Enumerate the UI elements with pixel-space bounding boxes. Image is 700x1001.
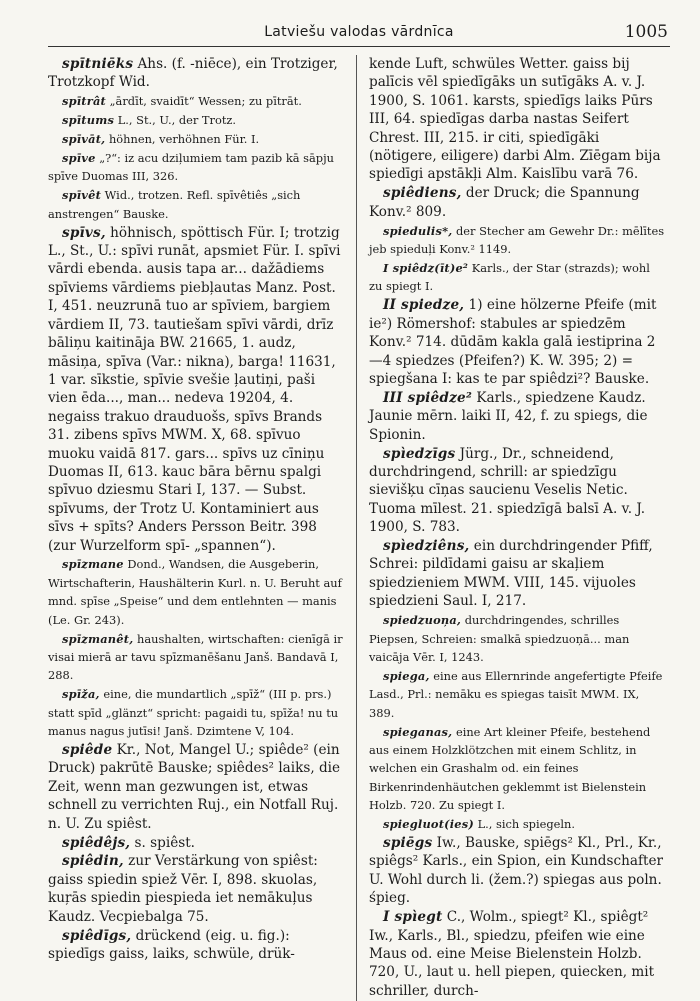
entry-text: höhnen, verhöhnen Für. I. <box>105 132 260 147</box>
entry-headword: spiêdin, <box>62 853 124 870</box>
entry-headword: II spiedze, <box>383 297 465 314</box>
entry-text: kende Luft, schwüles Wetter. gaiss bij palīcis vēl spiedīgāks un sutīgāks A. v. J. 1900, S. 1061. karsts, spiedīgs laiks Pūrs III, 64. spiedīgas darba nastas Seifert Chrest. III, 215. ir citi, spiedīgāki (nötigere, eiligere) darbi Alm. Zīēgam bija spiedīgi apstākļi Alm. Kaislību varā 76. <box>369 56 661 183</box>
dictionary-entry <box>48 186 344 223</box>
page-title: Latviešu valodas vārdnīca <box>264 24 454 40</box>
entry-text: haushalten, wirtschaften: cienīgā ir visai mierā ar tavu spīzmanēšanu Janš. Bandavā I, 288. <box>48 631 343 683</box>
page-number: 1005 <box>624 22 668 42</box>
entry-text: Dond., Wandsen, die Ausgeberin, Wirtschafterin, Haushälterin Kurl. n. U. Beruht auf mnd. spīse „Speise“ und dem entlehnten — manis (Le. Gr. 243). <box>48 557 342 627</box>
entry-headword: spiegluot(ies) <box>383 817 474 832</box>
dictionary-entry <box>369 834 665 908</box>
entry-text: eine Art kleiner Pfeife, bestehend aus einem Holzklötzchen mit einem Schlitz, in welchen ein Grashalm od. ein feines Birkenrindenhäutchen geklemmt ist Bielenstein Holzb. 720. Zu spiegt I. <box>369 724 651 813</box>
dictionary-entry <box>48 55 344 92</box>
entry-text: L., sich spiegeln. <box>473 817 575 832</box>
dictionary-entry <box>369 55 665 184</box>
entry-text: der Stecher am Gewehr Dr.: mēlītes jeb spieduļi Konv.² 1149. <box>369 223 665 257</box>
dictionary-entry <box>369 667 665 722</box>
page-header <box>48 20 670 47</box>
dictionary-entry <box>369 296 665 388</box>
dictionary-entry <box>369 611 665 666</box>
entry-text: Karls., spiedzene Kaudz. Jaunie mērn. laiki II, 42, f. zu spiegs, die Spionin. <box>369 389 648 443</box>
left-column <box>48 55 357 1001</box>
entry-text: C., Wolm., spiegt² Kl., spiêgt² Iw., Karls., Bl., spiedzu, pfeifen wie eine Maus od. eine Meise Bielenstein Holzb. 720, U., laut u. hell piepen, quiecken, mit schriller, durch- <box>369 909 655 999</box>
entry-text: der Druck; die Spannung Konv.² 809. <box>369 185 640 220</box>
entry-headword: spīža, <box>62 687 100 702</box>
dictionary-entry <box>48 130 344 148</box>
dictionary-entry <box>48 224 344 555</box>
entry-text: Wid., trotzen. Refl. spīvêtiês „sich anstrengen“ Bauske. <box>48 188 301 221</box>
entry-text: eine aus Ellernrinde angefertigte Pfeife Lasd., Prl.: nemāku es spiegas taisīt MWM. IX, 389. <box>369 668 663 720</box>
dictionary-entry <box>369 723 665 815</box>
entry-headword: spieganas, <box>383 724 453 739</box>
entry-text: Ahs. (f. -niēce), ein Trotziger, Trotzkopf Wid. <box>48 56 338 91</box>
entry-headword: spiêdiens, <box>383 185 462 202</box>
entry-headword: spīvêt <box>62 188 102 203</box>
dictionary-entry <box>48 630 344 685</box>
dictionary-entry <box>48 927 344 964</box>
entry-headword: spiêde <box>62 742 113 759</box>
dictionary-entry <box>369 259 665 296</box>
entry-text: durchdringendes, schrilles Piepsen, Schreien: smalkā spiedzuoņā... man vaicāja Vēr. I, 1243. <box>369 613 630 664</box>
dictionary-entry <box>369 445 665 537</box>
entry-text: 1) eine hölzerne Pfeife (mit ie²) Römershof: stabules ar spiedzēm Konv.² 714. dūdām kakla galā iestiprina 2—4 spiedzes (Pfeifen?) K. W. 395; 2) = spiegšana I: kas te par spiêdzi²? Bauske. <box>369 297 657 387</box>
entry-text: höhnisch, spöttisch Für. I; trotzig L., St., U.: spīvi runāt, apsmiet Für. I. spīvi vārdi ebenda. ausis tapa ar... dažādiems spīviems vārdiems piebļautas Manz. Post. I, 451. neuzrunā tuo ar spīviem, bargiem vārdiem II, 73. tautiešam spīvi vārdi, drīz bāliņu kaitināja BW. 21665, 1. audz, māsiņa, spīva (Var.: nikna), barga! 11631, 1 var. sīkstie, spīvie svešie ļautiņi, paši vien ēda..., man... nedeva 19204, 4. negaiss trakuo drauduošs, spīvs Brands 31. zibens spīvs MWM. X, 68. spīvuo muoku vaidā 817. gars... spīvs uz cīniņu Duomas II, 613. kauc bāra bērnu spalgi spīvuo dziesmu Stari I, 137. — Subst. spīvums, der Trotz U. Kontaminiert aus sīvs + spīts? Anders Persson Beitr. 398 (zur Wurzelform spī- „spannen“). <box>48 224 341 554</box>
entry-text: Jürg., Dr., schneidend, durchdringend, schrill: ar spiedzīgu sievišķu cīņas saucienu Veselis Netic. Tuoma mīlest. 21. spiedzīgā balsī A. v. J. 1900, S. 783. <box>369 445 646 536</box>
entry-text: Karls., der Star (strazds); wohl zu spiegt I. <box>369 260 650 294</box>
dictionary-entry <box>369 908 665 1000</box>
entry-text: „?“: iz acu dziļumiem tam pazib kā sāpju spīve Duomas III, 326. <box>48 151 334 184</box>
dictionary-entry <box>48 555 344 629</box>
entry-headword: spiedzuoņa, <box>383 613 462 628</box>
dictionary-entry <box>48 149 344 186</box>
dictionary-entry <box>48 685 344 740</box>
entry-headword: I spìegt <box>383 909 443 926</box>
entry-text: drückend (eig. u. fig.): spiedīgs gaiss, laiks, schwüle, drük- <box>48 927 295 962</box>
entry-headword: spīzmanêt, <box>62 631 134 646</box>
entry-text: Kr., Not, Mangel U.; spiêde² (ein Druck) pakrūtē Bauske; spiêdes² laiks, die Zeit, wenn man gezwungen ist, etwas schnell zu verrichten Ruj., ein Notfall Ruj. n. U. Zu spiêst. <box>48 742 341 832</box>
entry-headword: spiedulis*, <box>383 223 453 238</box>
dictionary-entry <box>48 852 344 926</box>
entry-text: „ārdīt, svaidīt“ Wessen; zu pītrāt. <box>106 94 302 109</box>
entry-text: eine, die mundartlich „spīž“ (III p. prs.) statt spīd „glänzt“ spricht: pagaidi tu, spīža! nu tu manus nagus jutīsi! Janš. Dzimtene V, 104. <box>48 687 339 739</box>
dictionary-entry <box>48 111 344 129</box>
dictionary-entry <box>369 222 665 259</box>
entry-text: Iw., Bauske, spiēgs² Kl., Prl., Kr., spiêgs² Karls., ein Spion, ein Kundschafter U. Wohl durch li. (žem.?) spiegas aus poln. śpieg. <box>369 835 663 907</box>
dictionary-entry <box>48 92 344 110</box>
columns <box>48 55 670 1001</box>
entry-headword: spiēgs <box>383 835 433 852</box>
entry-headword: spiêdīgs, <box>62 927 132 944</box>
entry-headword: spītrât <box>62 94 107 109</box>
entry-headword: spīvs, <box>62 224 106 241</box>
entry-headword: spìedziêns, <box>383 538 470 555</box>
dictionary-entry <box>369 815 665 833</box>
entry-headword: spiêdêjs, <box>62 834 131 851</box>
dictionary-entry <box>369 389 665 444</box>
dictionary-entry <box>48 834 344 852</box>
dictionary-entry <box>369 537 665 611</box>
entry-headword: spìedzīgs <box>383 445 456 462</box>
entry-headword: spīvāt, <box>62 132 106 147</box>
dictionary-entry <box>369 184 665 221</box>
entry-text: L., St., U., der Trotz. <box>114 113 237 128</box>
entry-headword: spīve <box>62 151 96 166</box>
entry-headword: I spiêdz(īt)e² <box>383 260 469 275</box>
entry-text: s. spiêst. <box>130 834 196 851</box>
entry-text: ein durchdringender Pfiff, Schrei: pildīdami gaisu ar skaļiem spiedzieniem MWM. VIII, 145. vijuoles spiedzieni Saul. I, 217. <box>369 538 653 610</box>
entry-headword: spītniēks <box>62 56 134 72</box>
entry-headword: spītums <box>62 113 115 128</box>
entry-headword: III spiêdze² <box>383 389 473 406</box>
dictionary-entry <box>48 741 344 833</box>
entry-headword: spiega, <box>383 668 430 683</box>
right-column <box>357 55 665 1001</box>
entry-text: zur Verstärkung von spiêst: gaiss spiedin spiež Vēr. I, 898. skuolas, kuŗās spiedin piespieda iet nemākuļus Kaudz. Vecpiebalga 75. <box>48 853 318 925</box>
entry-headword: spīzmane <box>62 557 124 572</box>
